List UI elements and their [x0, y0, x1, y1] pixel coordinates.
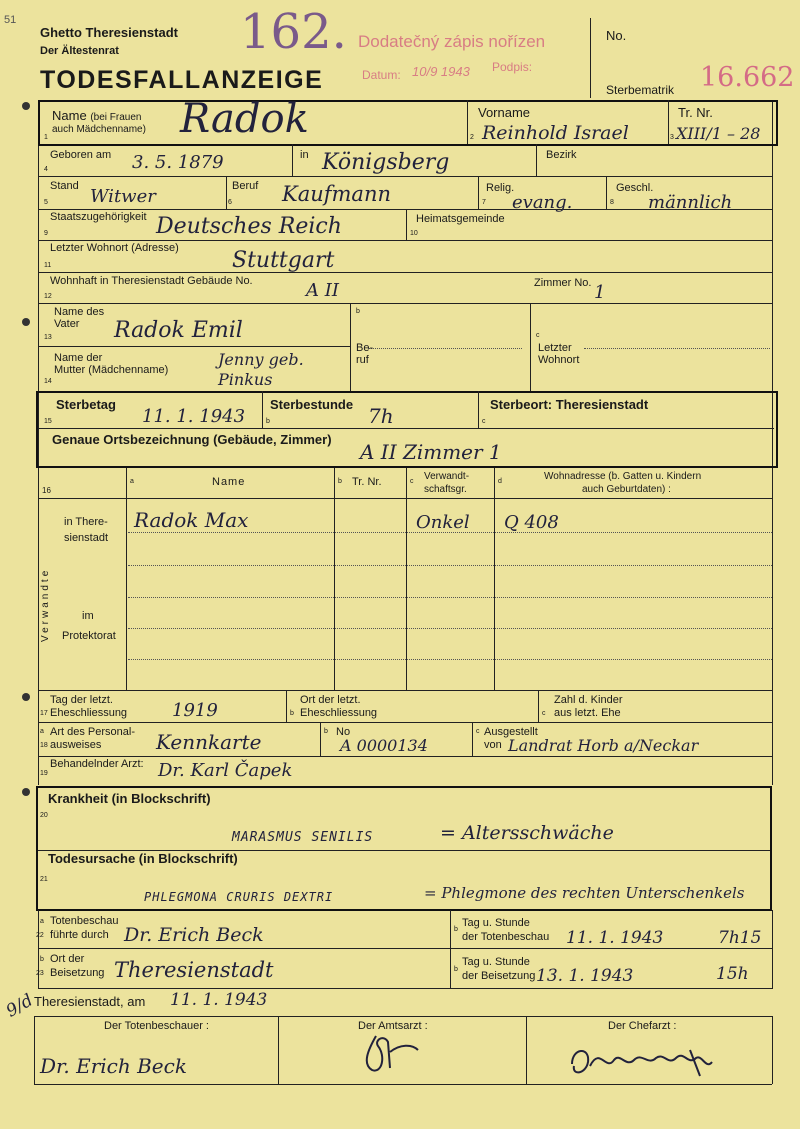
- todesursache-value-hand: = Phlegmone des rechten Unterschenkels: [424, 884, 745, 902]
- relative-address: Q 408: [504, 512, 559, 533]
- place-label: Theresienstadt, am: [34, 994, 146, 1009]
- ausgestellt-label-2: von: [484, 739, 502, 751]
- sub-letter: b: [290, 710, 294, 717]
- sub-letter: c: [482, 418, 486, 425]
- in-value: Königsberg: [322, 150, 450, 175]
- sig1-value: Dr. Erich Beck: [40, 1054, 187, 1078]
- relig-value: evang.: [512, 192, 573, 213]
- totenbeschau-hour-value: 7h15: [718, 928, 762, 948]
- bezirk-label: Bezirk: [546, 149, 577, 161]
- ausweis-no-value: A 0000134: [340, 736, 428, 755]
- stand-label: Stand: [50, 180, 79, 192]
- name-note: (bei Frauen: [90, 112, 142, 123]
- field-number: 10: [410, 230, 418, 237]
- sub-letter: c: [536, 332, 540, 339]
- sterbetag-value: 11. 1. 1943: [142, 406, 246, 427]
- trnr-label: Tr. Nr.: [678, 105, 713, 120]
- sub-letter: b: [338, 478, 342, 485]
- zimmer-label: Zimmer No.: [534, 277, 592, 289]
- group-theresienstadt-1: in There-: [64, 516, 108, 528]
- beruf-value: Kaufmann: [282, 182, 391, 206]
- stamp-date-label: Datum:: [362, 68, 401, 82]
- punch-hole: [22, 318, 30, 326]
- col-verw-header-2: schaftsgr.: [424, 484, 467, 495]
- vorname-label: Vorname: [478, 105, 531, 120]
- sig3-label: Der Chefarzt :: [608, 1020, 677, 1032]
- field-number: 17: [40, 710, 48, 717]
- sub-letter: b: [266, 418, 270, 425]
- vater-value: Radok Emil: [114, 318, 243, 343]
- chefarzt-signature: [566, 1036, 726, 1082]
- mutter-value-1: Jenny geb.: [218, 350, 304, 369]
- beisetzung-hour-value: 15h: [716, 964, 749, 984]
- sub-letter: d: [498, 478, 502, 485]
- letzter-wohnort-label-2: Wohnort: [538, 354, 580, 366]
- marriage-ort-label-1: Ort der letzt.: [300, 694, 361, 706]
- kinder-label-2: aus letzt. Ehe: [554, 707, 621, 719]
- sub-letter: c: [476, 728, 480, 735]
- field-number: 2: [470, 134, 474, 141]
- marriage-tag-label-1: Tag der letzt.: [50, 694, 113, 706]
- group-protektorat-2: Protektorat: [62, 630, 116, 642]
- sub-letter: b: [454, 926, 458, 933]
- geboren-label: Geboren am: [50, 149, 112, 161]
- ortsbez-label: Genaue Ortsbezeichnung (Gebäude, Zimmer): [52, 432, 332, 447]
- sub-letter: c: [410, 478, 414, 485]
- krankheit-value-caps: MARASMUS SENILIS: [232, 830, 374, 845]
- relative-name: Radok Max: [134, 508, 249, 532]
- ausgestellt-value: Landrat Horb a/Neckar: [508, 736, 699, 755]
- col-verw-header-1: Verwandt-: [424, 471, 470, 482]
- sterbetag-label: Sterbetag: [56, 397, 116, 412]
- col-trnr-header: Tr. Nr.: [352, 476, 382, 488]
- beisetzung-tag-label-1: Tag u. Stunde: [462, 956, 530, 968]
- mutter-value-2: Pinkus: [218, 370, 273, 389]
- punch-hole: [22, 102, 30, 110]
- wohnort-label: Letzter Wohnort (Adresse): [50, 242, 179, 254]
- ausweis-label-1: Art des Personal-: [50, 726, 135, 738]
- heimat-label: Heimatsgemeinde: [416, 213, 505, 225]
- parents-beruf-label-2: ruf: [356, 354, 369, 366]
- stand-value: Witwer: [90, 186, 156, 207]
- trnr-value: XIII/1 – 28: [676, 124, 761, 143]
- totenbeschau-tag-label-2: der Totenbeschau: [462, 931, 550, 943]
- ausweis-no-label: No: [336, 726, 351, 738]
- parents-beruf-label-1: Be-: [356, 342, 374, 354]
- field-number: 6: [228, 199, 232, 206]
- sub-letter: c: [542, 710, 546, 717]
- geschl-value: männlich: [648, 192, 733, 213]
- sub-letter: a: [40, 918, 44, 925]
- marriage-ort-label-2: Eheschliessung: [300, 707, 378, 719]
- sig2-label: Der Amtsarzt :: [358, 1020, 428, 1032]
- marriage-tag-label-2: Eheschliessung: [50, 707, 128, 719]
- zimmer-value: 1: [594, 282, 606, 303]
- vorname-value: Reinhold Israel: [482, 122, 629, 144]
- beisetzung-label-2: Beisetzung: [50, 967, 105, 979]
- beisetzung-value: Theresienstadt: [114, 958, 274, 982]
- sub-letter: b: [324, 728, 328, 735]
- col-adr-header-1: Wohnadresse (b. Gatten u. Kindern: [544, 471, 702, 482]
- mutter-label-2: Mutter (Mädchenname): [54, 364, 169, 376]
- beisetzung-tag-label-2: der Beisetzung: [462, 970, 536, 982]
- todesursache-value-caps: PHLEGMONA CRURIS DEXTRI: [144, 890, 334, 904]
- field-number: 16: [42, 486, 51, 495]
- field-number: 3: [670, 134, 674, 141]
- letzter-wohnort-label-1: Letzter: [538, 342, 572, 354]
- beisetzung-label-1: Ort der: [50, 953, 85, 965]
- org-line-2: Der Ältestenrat: [40, 45, 119, 57]
- sub-letter: a: [130, 478, 134, 485]
- field-number: 13: [44, 334, 52, 341]
- handwritten-number: 162.: [240, 4, 347, 60]
- sterbematrik-value: 16.662: [700, 62, 795, 93]
- amtsarzt-signature: [360, 1030, 440, 1076]
- krankheit-value-hand: = Altersschwäche: [440, 822, 614, 844]
- margin-mark: 51: [4, 14, 17, 26]
- ortsbez-value: A II Zimmer 1: [360, 440, 502, 464]
- arzt-value: Dr. Karl Čapek: [158, 760, 293, 781]
- field-number: 4: [44, 166, 48, 173]
- relig-label: Relig.: [486, 182, 515, 194]
- stamp-sign-label: Podpis:: [492, 60, 533, 74]
- sub-letter: a: [40, 728, 44, 735]
- no-label: No.: [606, 28, 627, 43]
- mutter-label-1: Name der: [54, 352, 103, 364]
- staat-label: Staatszugehörigkeit: [50, 211, 147, 223]
- totenbeschau-label-1: Totenbeschau: [50, 915, 119, 927]
- field-number: 21: [40, 876, 48, 883]
- punch-hole: [22, 693, 30, 701]
- field-number: 8: [610, 199, 614, 206]
- sterbeort-label: Sterbeort: Theresienstadt: [490, 397, 649, 412]
- sub-letter: b: [40, 956, 44, 963]
- punch-hole: [22, 788, 30, 796]
- field-number: 18: [40, 742, 48, 749]
- field-number: 5: [44, 199, 48, 206]
- name-note-2: auch Mädchenname): [52, 124, 146, 135]
- field-number: 1: [44, 134, 48, 141]
- sterbestunde-label: Sterbestunde: [270, 397, 354, 412]
- sterbestunde-value: 7h: [368, 404, 394, 428]
- beruf-label: Beruf: [232, 180, 259, 192]
- initials: 9/d: [2, 990, 37, 1022]
- totenbeschau-label-2: führte durch: [50, 929, 109, 941]
- field-number: 11: [44, 262, 52, 269]
- stamp-text: Dodatečný zápis nořízen: [358, 32, 546, 51]
- relative-verw: Onkel: [416, 512, 470, 533]
- ausweis-label-2: ausweises: [50, 739, 102, 751]
- totenbeschau-tag-label-1: Tag u. Stunde: [462, 917, 530, 929]
- form-title: TODESFALLANZEIGE: [40, 66, 324, 94]
- place-date: 11. 1. 1943: [170, 990, 268, 1010]
- arzt-label: Behandelnder Arzt:: [50, 758, 144, 770]
- sub-letter: b: [454, 966, 458, 973]
- field-number: 12: [44, 293, 52, 300]
- sig1-label: Der Totenbeschauer :: [104, 1020, 209, 1032]
- field-number: 15: [44, 418, 52, 425]
- field-number: 14: [44, 378, 52, 385]
- ausweis-value: Kennkarte: [156, 730, 262, 754]
- vater-label-2: Vater: [54, 318, 80, 330]
- in-label: in: [300, 149, 309, 161]
- geschl-label: Geschl.: [616, 182, 654, 194]
- field-number: 23: [36, 970, 44, 977]
- col-adr-header-2: auch Geburtdaten) :: [582, 484, 671, 495]
- group-theresienstadt-2: sienstadt: [64, 532, 109, 544]
- totenbeschau-tag-value: 11. 1. 1943: [566, 928, 664, 948]
- sub-letter: b: [356, 308, 360, 315]
- field-number: 22: [36, 932, 44, 939]
- beisetzung-tag-value: 13. 1. 1943: [536, 966, 634, 986]
- relatives-side-label: Verwandte: [40, 567, 51, 642]
- field-number: 9: [44, 230, 48, 237]
- krankheit-label: Krankheit (in Blockschrift): [48, 791, 211, 806]
- geboren-value: 3. 5. 1879: [132, 152, 224, 173]
- vater-label-1: Name des: [54, 306, 105, 318]
- marriage-tag-value: 1919: [172, 700, 218, 721]
- org-line-1: Ghetto Theresienstadt: [40, 25, 178, 40]
- wohnhaft-label: Wohnhaft in Theresienstadt Gebäude No.: [50, 275, 253, 287]
- group-protektorat-1: im: [82, 610, 94, 622]
- sterbematrik-label: Sterbematrik: [606, 83, 675, 97]
- totenbeschau-value: Dr. Erich Beck: [124, 924, 264, 946]
- todesursache-label: Todesursache (in Blockschrift): [48, 851, 238, 866]
- col-name-header: Name: [212, 476, 246, 488]
- wohnhaft-value: A II: [306, 280, 339, 301]
- field-number: 19: [40, 770, 48, 777]
- field-number: 20: [40, 812, 48, 819]
- kinder-label-1: Zahl d. Kinder: [554, 694, 623, 706]
- field-number: 7: [482, 199, 486, 206]
- name-label: Name: [52, 108, 87, 123]
- ausgestellt-label-1: Ausgestellt: [484, 726, 538, 738]
- wohnort-value: Stuttgart: [232, 248, 335, 273]
- stamp-date: 10/9 1943: [412, 64, 470, 79]
- surname-value: Radok: [180, 96, 309, 142]
- staat-value: Deutsches Reich: [156, 214, 342, 239]
